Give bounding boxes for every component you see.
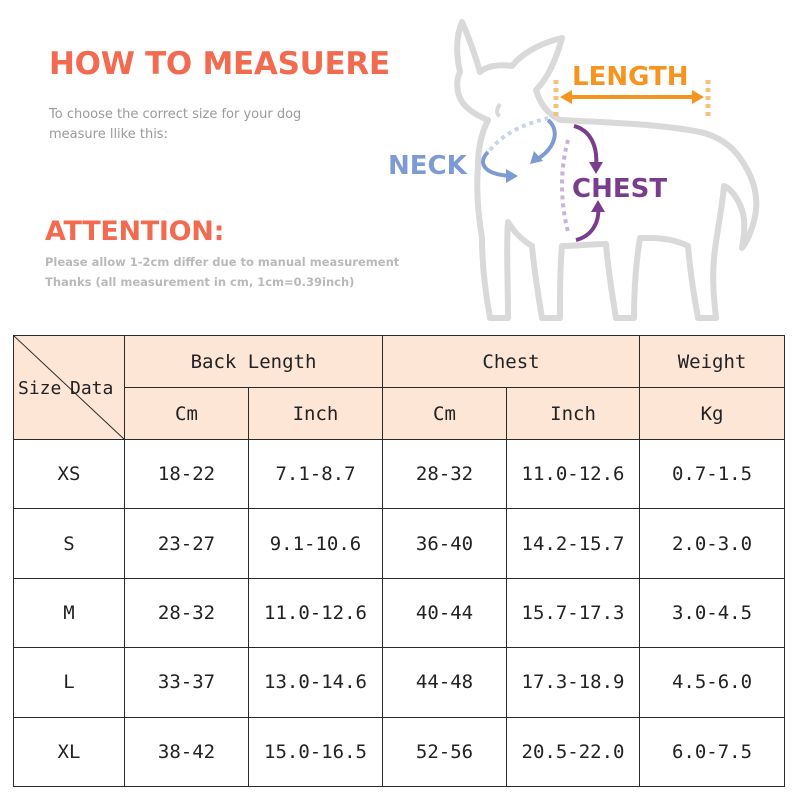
back-inch-cell: 9.1-10.6 <box>249 509 383 578</box>
back-inch-cell: 15.0-16.5 <box>249 717 383 786</box>
weight-kg-cell: 4.5-6.0 <box>640 648 785 717</box>
dog-measurement-diagram <box>0 0 800 335</box>
attention-note-2: Thanks (all measurement in cm, 1cm=0.39inch) <box>45 275 355 289</box>
size-cell: M <box>14 578 125 647</box>
unit-chest-cm: Cm <box>383 388 507 440</box>
weight-kg-cell: 0.7-1.5 <box>640 440 785 509</box>
chest-inch-cell: 20.5-22.0 <box>507 717 640 786</box>
chest-arrow-bottom <box>576 200 605 240</box>
chest-inch-cell: 11.0-12.6 <box>507 440 640 509</box>
intro-line-1: To choose the correct size for your dog <box>49 107 302 122</box>
weight-kg-cell: 6.0-7.5 <box>640 717 785 786</box>
length-label: LENGTH <box>572 62 689 92</box>
table-row <box>14 509 785 578</box>
weight-kg-cell: 2.0-3.0 <box>640 509 785 578</box>
chest-cm-cell: 36-40 <box>383 509 507 578</box>
corner-size-label: Size <box>18 378 62 399</box>
neck-arrow-left <box>483 152 518 183</box>
size-cell: XL <box>14 717 125 786</box>
chest-label: CHEST <box>572 174 668 204</box>
back-inch-cell: 7.1-8.7 <box>249 440 383 509</box>
back-inch-cell: 13.0-14.6 <box>249 648 383 717</box>
size-cell: S <box>14 509 125 578</box>
size-cell: XS <box>14 440 125 509</box>
group-chest: Chest <box>383 336 640 388</box>
intro-line-2: measure llike this: <box>49 127 168 142</box>
length-arrow <box>560 90 704 104</box>
back-cm-cell: 28-32 <box>125 578 249 647</box>
neck-arrow-right <box>530 120 555 164</box>
neck-label: NECK <box>388 151 467 181</box>
chest-cm-cell: 44-48 <box>383 648 507 717</box>
back-cm-cell: 33-37 <box>125 648 249 717</box>
unit-chest-inch: Inch <box>507 388 640 440</box>
unit-back-cm: Cm <box>125 388 249 440</box>
chest-arrow-top <box>574 126 603 174</box>
chest-inch-cell: 17.3-18.9 <box>507 648 640 717</box>
table-row <box>14 717 785 786</box>
chest-cm-cell: 40-44 <box>383 578 507 647</box>
back-inch-cell: 11.0-12.6 <box>249 578 383 647</box>
chest-cm-cell: 52-56 <box>383 717 507 786</box>
unit-back-inch: Inch <box>249 388 383 440</box>
group-back-length: Back Length <box>125 336 383 388</box>
attention-note-1: Please allow 1-2cm differ due to manual measurement <box>45 255 400 269</box>
back-cm-cell: 18-22 <box>125 440 249 509</box>
size-data-corner-cell <box>14 336 125 440</box>
table-row <box>14 578 785 647</box>
page-title: HOW TO MEASUERE <box>49 46 390 82</box>
weight-kg-cell: 3.0-4.5 <box>640 578 785 647</box>
back-cm-cell: 38-42 <box>125 717 249 786</box>
attention-heading: ATTENTION: <box>45 216 225 247</box>
chest-inch-cell: 14.2-15.7 <box>507 509 640 578</box>
unit-weight-kg: Kg <box>640 388 785 440</box>
corner-data-label: Data <box>70 378 114 399</box>
chest-inch-cell: 15.7-17.3 <box>507 578 640 647</box>
back-cm-cell: 23-27 <box>125 509 249 578</box>
table-row <box>14 440 785 509</box>
size-cell: L <box>14 648 125 717</box>
group-weight: Weight <box>640 336 785 388</box>
table-row <box>14 648 785 717</box>
chest-cm-cell: 28-32 <box>383 440 507 509</box>
size-chart-table <box>13 335 785 787</box>
